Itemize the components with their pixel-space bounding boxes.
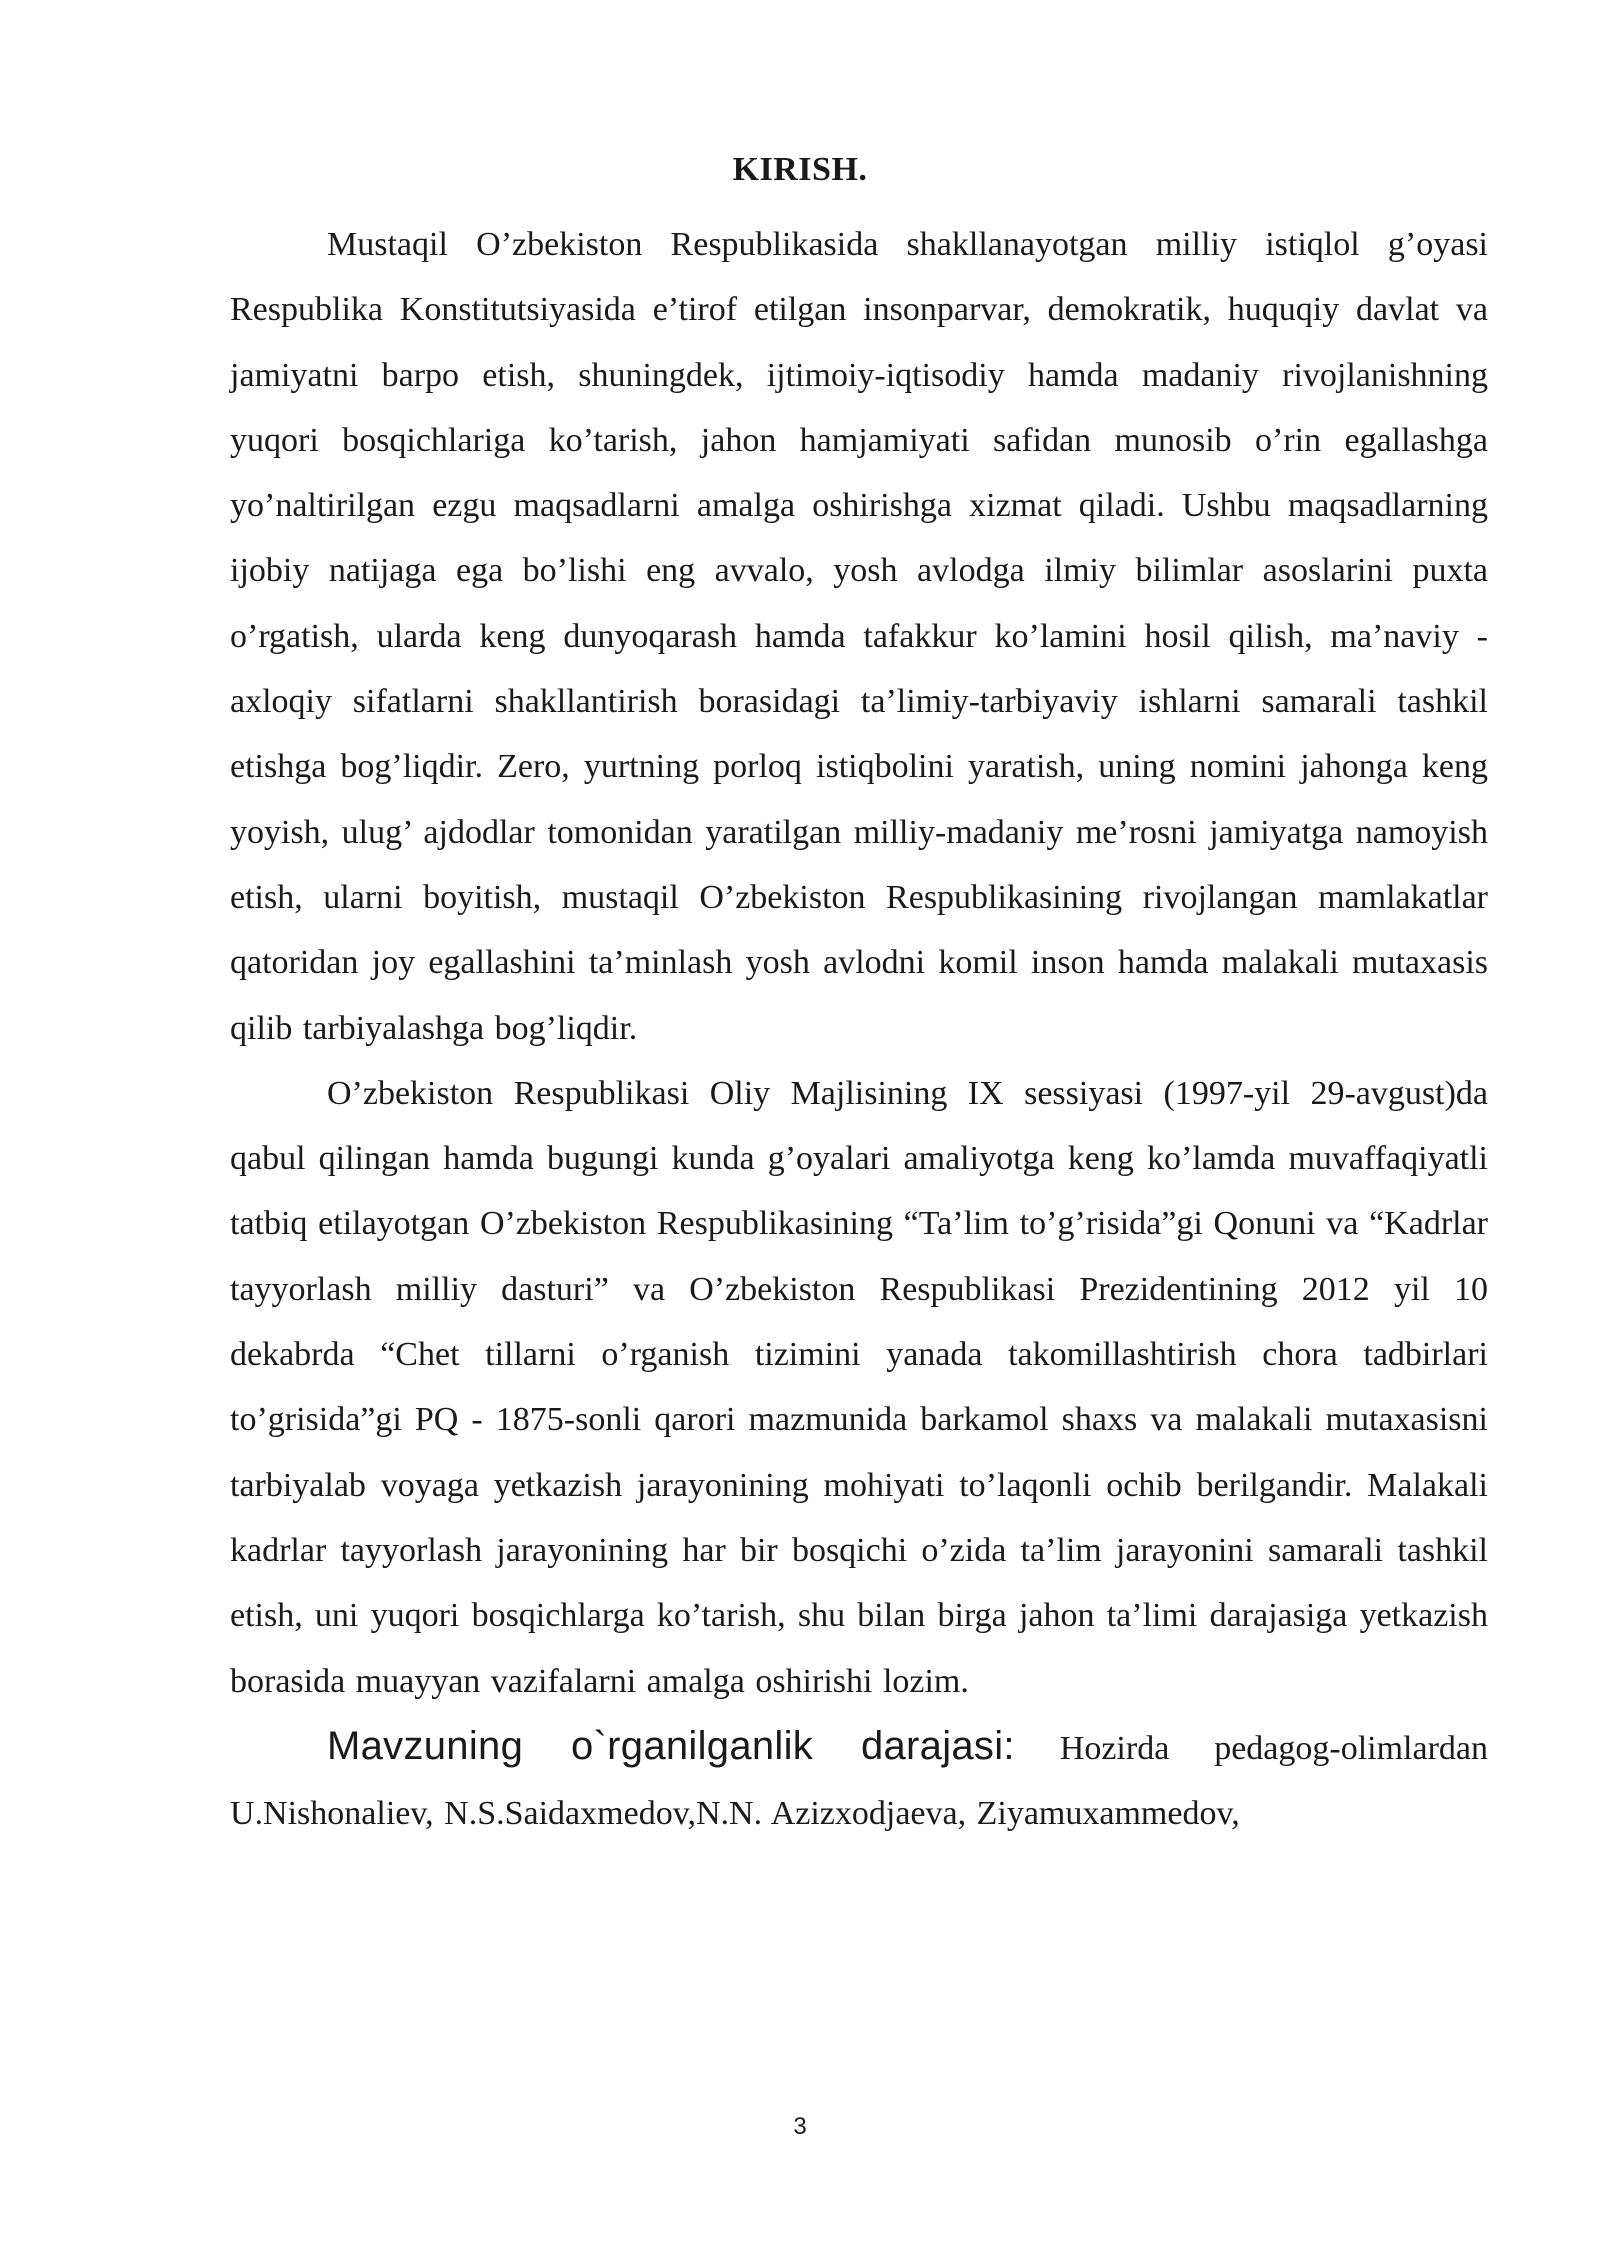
paragraph-intro: Mustaqil O’zbekiston Respublikasida shakllanayotgan milliy istiqlol g’oyasi Respublika Konstitutsiyasida e’tirof etilgan insonparvar, demokratik, huquqiy davlat va jamiyatni barpo etish, shuningdek, ijtimoiy-iqtisodiy hamda madaniy rivojlanishning yuqori bosqichlariga ko’tarish, jahon hamjamiyati safidan munosib o’rin egallashga yo’naltirilgan ezgu maqsadlarni amalga oshirishga xizmat qiladi. Ushbu maqsadlarning ijobiy natijaga ega bo’lishi eng avvalo, yosh avlodga ilmiy bilimlar asoslarini puxta o’rgatish, ularda keng dunyoqarash hamda tafakkur ko’lamini hosil qilish, ma’naviy - axloqiy sifatlarni shakllantirish borasidagi ta’limiy-tarbiyaviy ishlarni samarali tashkil etishga bog’liqdir. Zero, yurtning porloq istiqbolini yaratish, uning nomini jahonga keng yoyish, ulug’ ajdodlar tomonidan yaratilgan milliy-madaniy me’rosni jamiyatga namoyish etish, ularni boyitish, mustaqil O’zbekiston Respublikasining rivojlangan mamlakatlar qatoridan joy egallashini ta’minlash yosh avlodni komil inson hamda malakali mutaxasis qilib tarbiyalashga bog’liqdir.: [230, 226, 1488, 1047]
paragraph-legislation: O’zbekiston Respublikasi Oliy Majlisining IX sessiyasi (1997-yil 29-avgust)da qabul qilingan hamda bugungi kunda g’oyalari amaliyotga keng ko’lamda muvaffaqiyatli tatbiq etilayotgan O’zbekiston Respublikasining “Ta’lim to’g’risida”gi Qonuni va “Kadrlar tayyorlash milliy dasturi” va O’zbekiston Respublikasi Prezidentining 2012 yil 10 dekabrda “Chet tillarni o’rganish tizimini yanada takomillashtirish chora tadbirlari to’grisida”gi PQ - 1875-sonli qarori mazmunida barkamol shaxs va malakali mutaxasisni tarbiyalab voyaga yetkazish jarayonining mohiyati to’laqonli ochib berilgandir. Malakali kadrlar tayyorlash jarayonining har bir bosqichi o’zida ta’lim jarayonini samarali tashkil etish, uni yuqori bosqichlarga ko’tarish, shu bilan birga jahon ta’limi darajasiga yetkazish borasida muayyan vazifalarni amalga oshirishi lozim.: [230, 1074, 1488, 1700]
section-lead-heading: Mavzuning o`rganilganlik darajasi:: [327, 1723, 1015, 1768]
page-title: KIRISH.: [732, 151, 868, 188]
paragraph-topic-study: [230, 1714, 1488, 1847]
section-lead-text: Hozirda pedagog-olimlardan U.Nishonaliev, N.S.Saidaxmedov,N.N. Azizxodjaeva, Ziyamuxammedov,: [230, 1729, 1489, 1833]
page-number: 3: [793, 2113, 807, 2140]
body-text: [230, 212, 1488, 1846]
